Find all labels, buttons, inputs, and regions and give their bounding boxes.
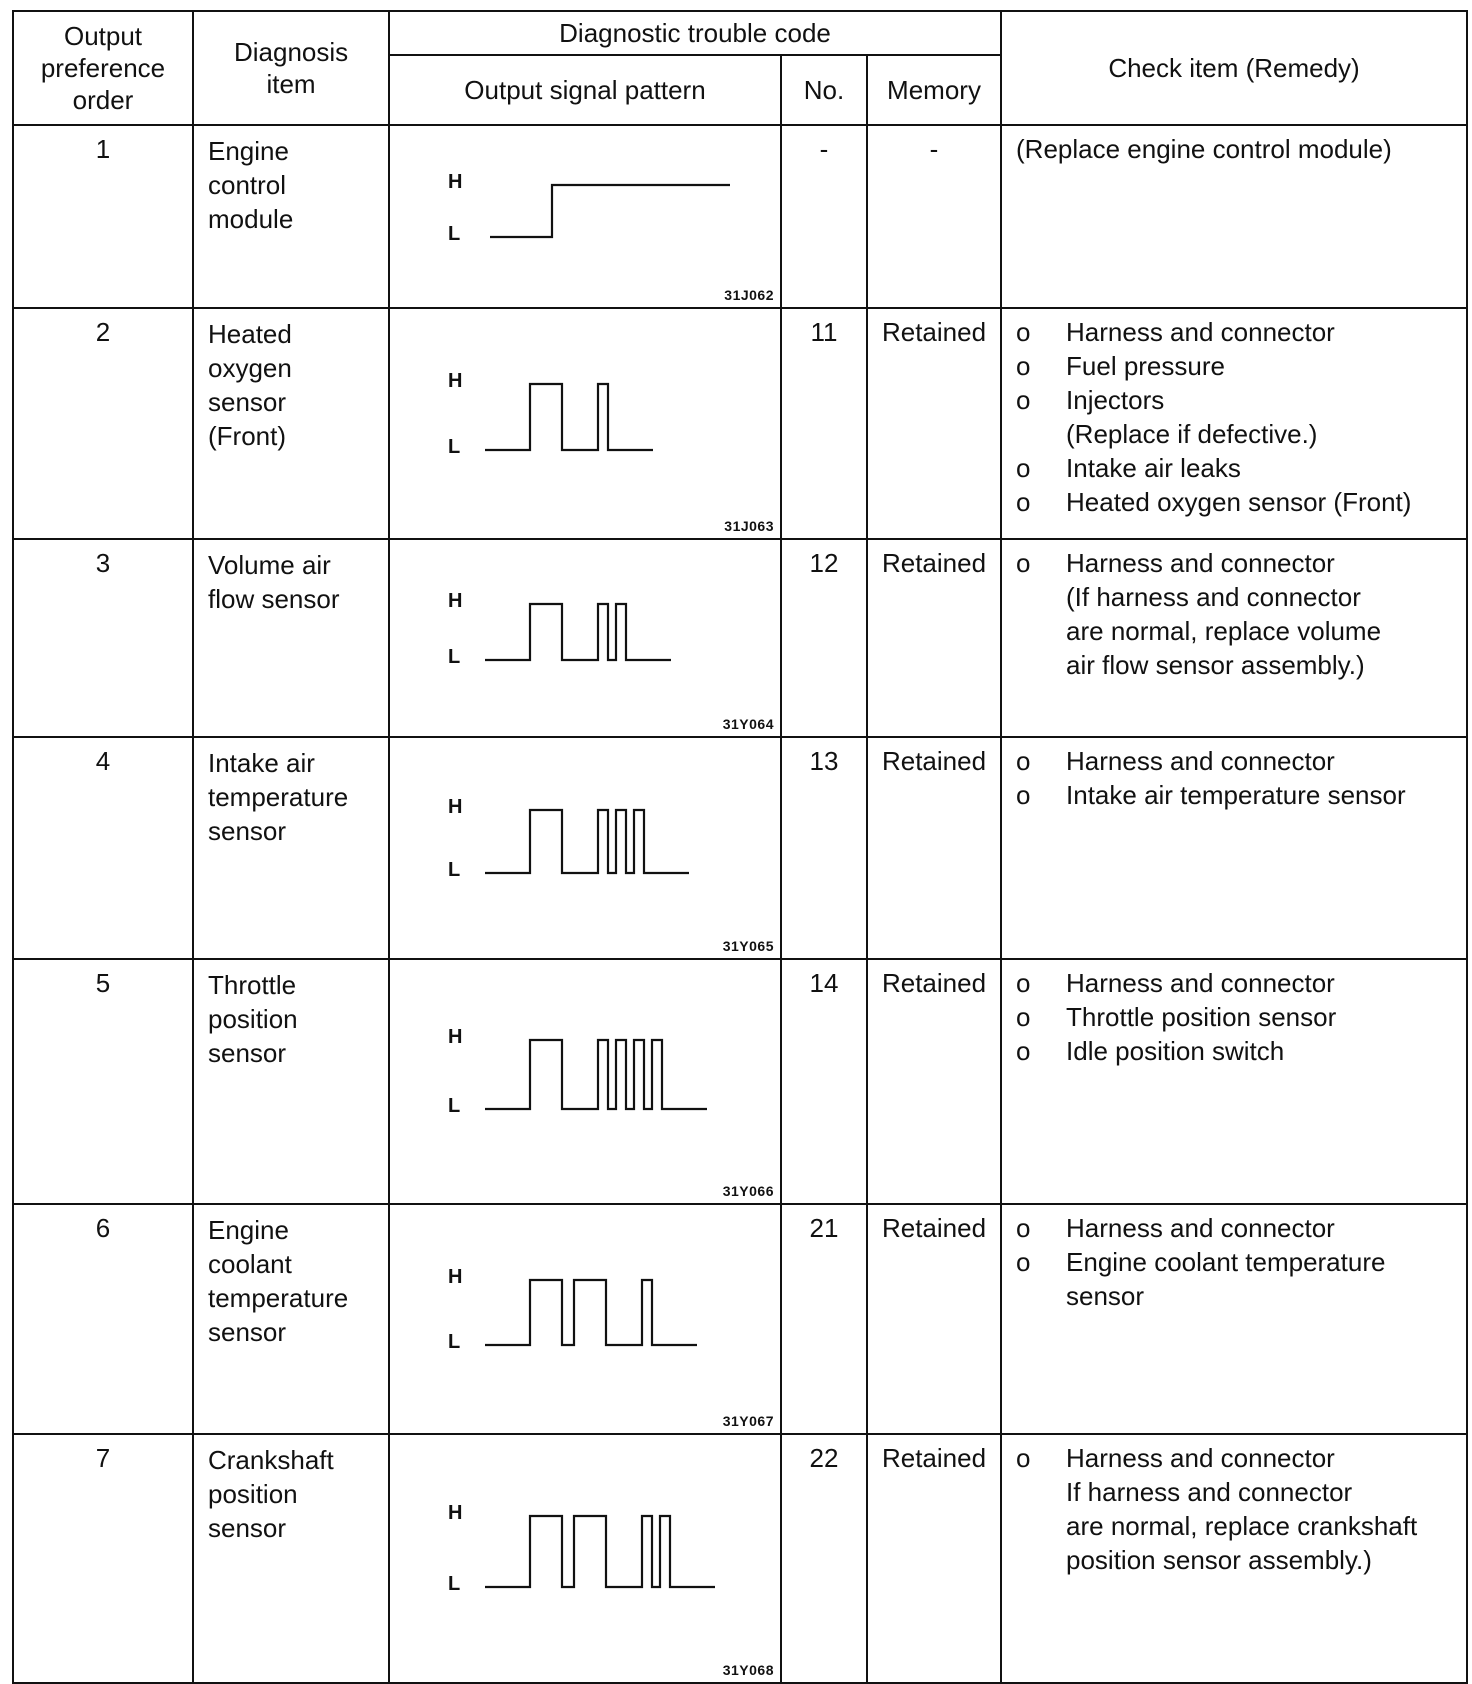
dtc-number: 14 <box>809 968 839 998</box>
signal-low-label: L <box>448 859 461 881</box>
header-output-signal-pattern: Output signal pattern <box>389 55 781 125</box>
check-item <box>1016 546 1458 580</box>
figure-code: 31J062 <box>724 287 774 303</box>
order-value: 1 <box>95 134 111 164</box>
diagnosis-item-line: sensor <box>208 387 287 417</box>
memory-value: Retained <box>881 746 987 776</box>
check-item-text: Intake air leaks <box>1066 453 1241 483</box>
dtc-number: 22 <box>809 1443 839 1473</box>
table-row <box>13 737 1467 959</box>
diagnosis-item-cell <box>193 1434 389 1683</box>
check-item-note: are normal, replace crankshaft <box>1066 1511 1418 1541</box>
check-item <box>1016 383 1458 417</box>
signal-pattern-figure <box>390 1435 782 1680</box>
dtc-number-cell <box>781 539 867 737</box>
table-row <box>13 1204 1467 1434</box>
bullet-marker: o <box>1016 1443 1031 1473</box>
signal-pattern-figure <box>390 960 782 1201</box>
diagnosis-item-line: (Front) <box>208 421 286 451</box>
bullet-marker: o <box>1016 351 1031 381</box>
check-item-text: Fuel pressure <box>1066 351 1225 381</box>
bullet-marker: o <box>1016 1002 1031 1032</box>
diagnosis-item-cell <box>193 539 389 737</box>
bullet-marker: o <box>1016 968 1031 998</box>
order-value: 6 <box>95 1213 111 1243</box>
signal-waveform <box>485 810 689 873</box>
check-item-text: Harness and connector <box>1066 317 1335 347</box>
diagnosis-item-line: Crankshaft <box>208 1445 334 1475</box>
dtc-number-cell <box>781 1204 867 1434</box>
order-value: 2 <box>95 317 111 347</box>
check-item-text: Harness and connector <box>1066 1443 1335 1473</box>
diagnosis-item-cell <box>193 737 389 959</box>
check-item <box>1016 1245 1458 1279</box>
signal-high-label: H <box>448 1502 463 1524</box>
figure-code: 31J063 <box>724 518 774 534</box>
dtc-number: 12 <box>809 548 839 578</box>
diagnosis-item-line: temperature <box>208 782 349 812</box>
memory-value: - <box>929 134 939 164</box>
signal-pattern-figure <box>390 738 782 956</box>
order-value: 7 <box>95 1443 111 1473</box>
dtc-number-cell <box>781 737 867 959</box>
signal-low-label: L <box>448 223 461 245</box>
order-value: 3 <box>95 548 111 578</box>
header-output-preference-order: Output preference order <box>13 11 193 125</box>
memory-cell <box>867 1434 1001 1683</box>
check-item-text: Injectors <box>1066 385 1165 415</box>
diagnosis-item-line: module <box>208 204 294 234</box>
diagnosis-item-line: coolant <box>208 1249 292 1279</box>
check-item <box>1016 1211 1458 1245</box>
order-value: 5 <box>95 968 111 998</box>
bullet-marker: o <box>1016 453 1031 483</box>
bullet-marker: o <box>1016 746 1031 776</box>
diagnosis-item-line: Heated <box>208 319 292 349</box>
diagnosis-item-cell <box>193 1204 389 1434</box>
signal-waveform <box>485 1280 697 1345</box>
check-item <box>1016 744 1458 778</box>
diagnosis-item-cell <box>193 308 389 539</box>
check-item <box>1016 315 1458 349</box>
bullet-marker: o <box>1016 385 1031 415</box>
dtc-number-cell <box>781 959 867 1204</box>
check-item-text: Harness and connector <box>1066 1213 1335 1243</box>
signal-pattern-figure <box>390 126 782 305</box>
check-item-text: Harness and connector <box>1066 746 1335 776</box>
figure-code: 31Y066 <box>722 1183 774 1199</box>
header-diagnostic-trouble-code: Diagnostic trouble code <box>389 11 1001 55</box>
check-item-cell <box>1001 959 1467 1204</box>
table-row <box>13 1434 1467 1683</box>
table-row <box>13 539 1467 737</box>
signal-waveform <box>485 604 671 660</box>
diagnosis-item-line: sensor <box>208 816 287 846</box>
check-item-text: Engine coolant temperature <box>1066 1247 1386 1277</box>
check-item-text: Idle position switch <box>1066 1036 1285 1066</box>
check-item <box>1016 349 1458 383</box>
dtc-number: 13 <box>809 746 839 776</box>
signal-high-label: H <box>448 590 463 612</box>
signal-waveform <box>485 1040 707 1109</box>
memory-cell <box>867 539 1001 737</box>
memory-value: Retained <box>881 548 987 578</box>
diagnosis-item-cell <box>193 125 389 308</box>
check-item-note: sensor <box>1066 1281 1145 1311</box>
diagnostic-trouble-code-table <box>12 10 1468 1684</box>
dtc-number: 21 <box>809 1213 839 1243</box>
header-memory: Memory <box>867 55 1001 125</box>
check-item-cell <box>1001 125 1467 308</box>
diagnosis-item-line: Engine <box>208 136 289 166</box>
bullet-marker: o <box>1016 780 1031 810</box>
figure-code: 31Y067 <box>722 1413 774 1429</box>
signal-pattern-figure <box>390 1205 782 1431</box>
check-item-cell <box>1001 737 1467 959</box>
check-item-text: Harness and connector <box>1066 968 1335 998</box>
signal-pattern-cell <box>389 959 781 1204</box>
check-item-note: (Replace if defective.) <box>1066 419 1318 449</box>
diagnosis-item-line: temperature <box>208 1283 349 1313</box>
memory-cell <box>867 737 1001 959</box>
signal-high-label: H <box>448 1266 463 1288</box>
diagnosis-item-cell <box>193 959 389 1204</box>
memory-cell <box>867 125 1001 308</box>
check-item-note: position sensor assembly.) <box>1066 1545 1372 1575</box>
bullet-marker: o <box>1016 1036 1031 1066</box>
diagnosis-item-line: sensor <box>208 1038 287 1068</box>
figure-code: 31Y065 <box>722 938 774 954</box>
check-item-note: (If harness and connector <box>1066 582 1361 612</box>
check-item-text: Throttle position sensor <box>1066 1002 1337 1032</box>
check-item-text: Heated oxygen sensor (Front) <box>1066 487 1412 517</box>
signal-pattern-cell <box>389 1434 781 1683</box>
diagnosis-item-line: sensor <box>208 1513 287 1543</box>
check-item-cell <box>1001 308 1467 539</box>
order-cell <box>13 539 193 737</box>
check-item-text: Intake air temperature sensor <box>1066 780 1406 810</box>
signal-low-label: L <box>448 1573 461 1595</box>
check-item <box>1016 778 1458 812</box>
figure-code: 31Y064 <box>722 716 774 732</box>
check-item-note: are normal, replace volume <box>1066 616 1382 646</box>
dtc-number-cell <box>781 1434 867 1683</box>
signal-low-label: L <box>448 1331 461 1353</box>
memory-cell <box>867 308 1001 539</box>
diagnosis-item-line: control <box>208 170 287 200</box>
check-item <box>1016 1034 1458 1068</box>
order-value: 4 <box>95 746 111 776</box>
diagnosis-item-line: sensor <box>208 1317 287 1347</box>
header-diagnosis-item: Diagnosis item <box>193 11 389 125</box>
order-cell <box>13 308 193 539</box>
check-item <box>1016 485 1458 519</box>
signal-high-label: H <box>448 370 463 392</box>
check-item <box>1016 1441 1458 1475</box>
diagnosis-item-line: position <box>208 1479 298 1509</box>
header-check-item: Check item (Remedy) <box>1001 11 1467 125</box>
diagnosis-item-line: oxygen <box>208 353 292 383</box>
signal-pattern-cell <box>389 125 781 308</box>
check-item <box>1016 1000 1458 1034</box>
dtc-number: 11 <box>810 317 838 347</box>
signal-pattern-cell <box>389 539 781 737</box>
header-dtc-number: No. <box>781 55 867 125</box>
bullet-marker: o <box>1016 487 1031 517</box>
signal-high-label: H <box>448 796 463 818</box>
signal-pattern-cell <box>389 308 781 539</box>
check-item-cell <box>1001 1434 1467 1683</box>
bullet-marker: o <box>1016 1247 1031 1277</box>
signal-pattern-figure <box>390 309 782 536</box>
diagnosis-item-line: flow sensor <box>208 584 340 614</box>
signal-pattern-cell <box>389 1204 781 1434</box>
memory-value: Retained <box>881 1443 987 1473</box>
order-cell <box>13 125 193 308</box>
memory-cell <box>867 1204 1001 1434</box>
table-row <box>13 959 1467 1204</box>
diagnosis-item-line: Intake air <box>208 748 315 778</box>
check-item <box>1016 451 1458 485</box>
check-item-note: If harness and connector <box>1066 1477 1353 1507</box>
order-cell <box>13 737 193 959</box>
memory-cell <box>867 959 1001 1204</box>
signal-high-label: H <box>448 171 463 193</box>
signal-low-label: L <box>448 1095 461 1117</box>
check-item-note: air flow sensor assembly.) <box>1066 650 1365 680</box>
diagnosis-item-line: Volume air <box>208 550 331 580</box>
order-cell <box>13 959 193 1204</box>
check-item-text: Harness and connector <box>1066 548 1335 578</box>
figure-code: 31Y068 <box>722 1662 774 1678</box>
order-cell <box>13 1204 193 1434</box>
signal-pattern-figure <box>390 540 782 734</box>
table-row <box>13 125 1467 308</box>
signal-waveform <box>490 185 730 237</box>
bullet-marker: o <box>1016 317 1031 347</box>
dtc-number-cell <box>781 308 867 539</box>
check-item-cell <box>1001 1204 1467 1434</box>
signal-waveform <box>485 1516 715 1587</box>
check-item <box>1016 966 1458 1000</box>
signal-pattern-cell <box>389 737 781 959</box>
memory-value: Retained <box>881 1213 987 1243</box>
table-row <box>13 308 1467 539</box>
memory-value: Retained <box>881 317 987 347</box>
diagnosis-item-line: Engine <box>208 1215 289 1245</box>
check-item-cell <box>1001 539 1467 737</box>
signal-high-label: H <box>448 1026 463 1048</box>
dtc-number-cell <box>781 125 867 308</box>
bullet-marker: o <box>1016 1213 1031 1243</box>
dtc-number: - <box>819 134 829 164</box>
signal-low-label: L <box>448 646 461 668</box>
diagnosis-item-line: Throttle <box>208 970 297 1000</box>
memory-value: Retained <box>881 968 987 998</box>
bullet-marker: o <box>1016 548 1031 578</box>
check-item-note: (Replace engine control module) <box>1016 134 1392 164</box>
diagnosis-item-line: position <box>208 1004 298 1034</box>
signal-waveform <box>485 384 653 450</box>
order-cell <box>13 1434 193 1683</box>
signal-low-label: L <box>448 436 461 458</box>
